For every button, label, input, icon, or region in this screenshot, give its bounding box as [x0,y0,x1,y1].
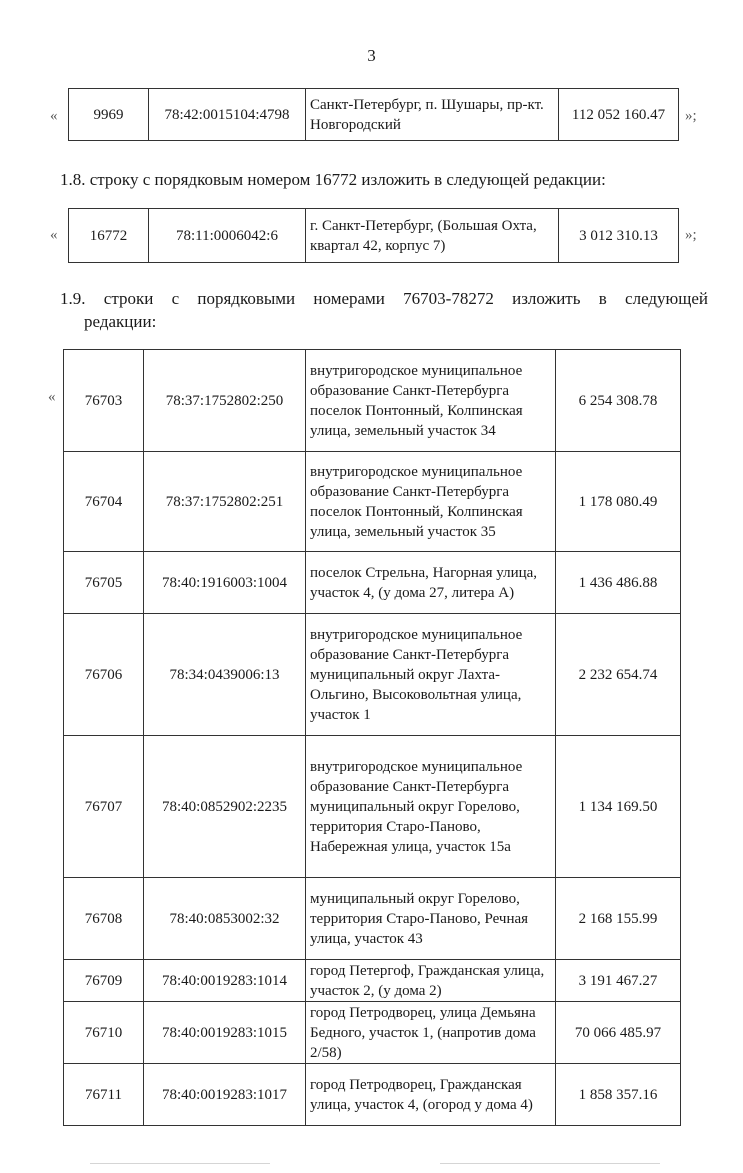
value: 1 134 169.50 [556,736,681,878]
table-row [64,1002,681,1064]
item-1-9-line1: 1.9. строки с порядковыми номерами 76703-78272 изложить в следующей [60,289,708,308]
row-number: 16772 [69,209,149,263]
address: внутригородское муниципальное образование Санкт-Петербурга муниципальный округ Лахта-Ольгино, Высоковольтная улица, участок 1 [306,614,556,736]
address: город Петродворец, улица Демьяна Бедного, участок 1, (напротив дома 2/58) [306,1002,556,1064]
table-row [64,350,681,452]
value: 1 178 080.49 [556,452,681,552]
value: 1 858 357.16 [556,1064,681,1126]
cadastral-number: 78:40:0019283:1017 [144,1064,306,1126]
row-number: 76706 [64,614,144,736]
page-number: 3 [367,46,376,65]
table-row [64,878,681,960]
row-number: 76709 [64,960,144,1002]
cadastral-number: 78:40:0019283:1015 [144,1002,306,1064]
row-number: 76704 [64,452,144,552]
address: внутригородское муниципальное образование Санкт-Петербурга поселок Понтонный, Колпинская улица, земельный участок 34 [306,350,556,452]
cadastral-number: 78:34:0439006:13 [144,614,306,736]
scan-artifact-line [90,1163,270,1164]
cadastral-number: 78:40:1916003:1004 [144,552,306,614]
closing-quote: »; [685,108,697,124]
value: 6 254 308.78 [556,350,681,452]
row-number: 76705 [64,552,144,614]
address: муниципальный округ Горелово, территория Старо-Паново, Речная улица, участок 43 [306,878,556,960]
address: внутригородское муниципальное образование Санкт-Петербурга поселок Понтонный, Колпинская улица, земельный участок 35 [306,452,556,552]
item-1-8: 1.8. строку с порядковым номером 16772 изложить в следующей редакции: [60,170,606,189]
address: город Петергоф, Гражданская улица, участок 2, (у дома 2) [306,960,556,1002]
parcels-table [63,349,681,1126]
value: 70 066 485.97 [556,1002,681,1064]
address: внутригородское муниципальное образование Санкт-Петербурга муниципальный округ Горелово, территория Старо-Паново, Набережная улица, участок 15а [306,736,556,878]
opening-quote: « [50,227,58,243]
row-number: 76707 [64,736,144,878]
row-number: 9969 [69,89,149,141]
value: 2 232 654.74 [556,614,681,736]
address: поселок Стрельна, Нагорная улица, участок 4, (у дома 27, литера А) [306,552,556,614]
value: 112 052 160.47 [559,89,679,141]
address: город Петродворец, Гражданская улица, участок 4, (огород у дома 4) [306,1064,556,1126]
value: 3 191 467.27 [556,960,681,1002]
row-16772-table [68,208,679,263]
cadastral-number: 78:40:0019283:1014 [144,960,306,1002]
table-row [64,452,681,552]
table-row [64,552,681,614]
opening-quote: « [48,389,56,405]
opening-quote: « [50,108,58,124]
table-row [69,89,679,141]
value: 1 436 486.88 [556,552,681,614]
row-number: 76710 [64,1002,144,1064]
address: Санкт-Петербург, п. Шушары, пр-кт. Новгородский [306,89,559,141]
row-number: 76708 [64,878,144,960]
table-row [64,614,681,736]
value: 2 168 155.99 [556,878,681,960]
cadastral-number: 78:37:1752802:250 [144,350,306,452]
table-row [64,736,681,878]
table-row [64,1064,681,1126]
closing-quote: »; [685,227,697,243]
item-1-9-line2: редакции: [84,312,157,331]
cadastral-number: 78:11:0006042:6 [149,209,306,263]
address: г. Санкт-Петербург, (Большая Охта, квартал 42, корпус 7) [306,209,559,263]
cadastral-number: 78:40:0852902:2235 [144,736,306,878]
row-9969-table [68,88,679,141]
table-row [69,209,679,263]
scan-artifact-line [440,1163,660,1164]
table-row [64,960,681,1002]
cadastral-number: 78:37:1752802:251 [144,452,306,552]
cadastral-number: 78:42:0015104:4798 [149,89,306,141]
value: 3 012 310.13 [559,209,679,263]
cadastral-number: 78:40:0853002:32 [144,878,306,960]
row-number: 76703 [64,350,144,452]
row-number: 76711 [64,1064,144,1126]
